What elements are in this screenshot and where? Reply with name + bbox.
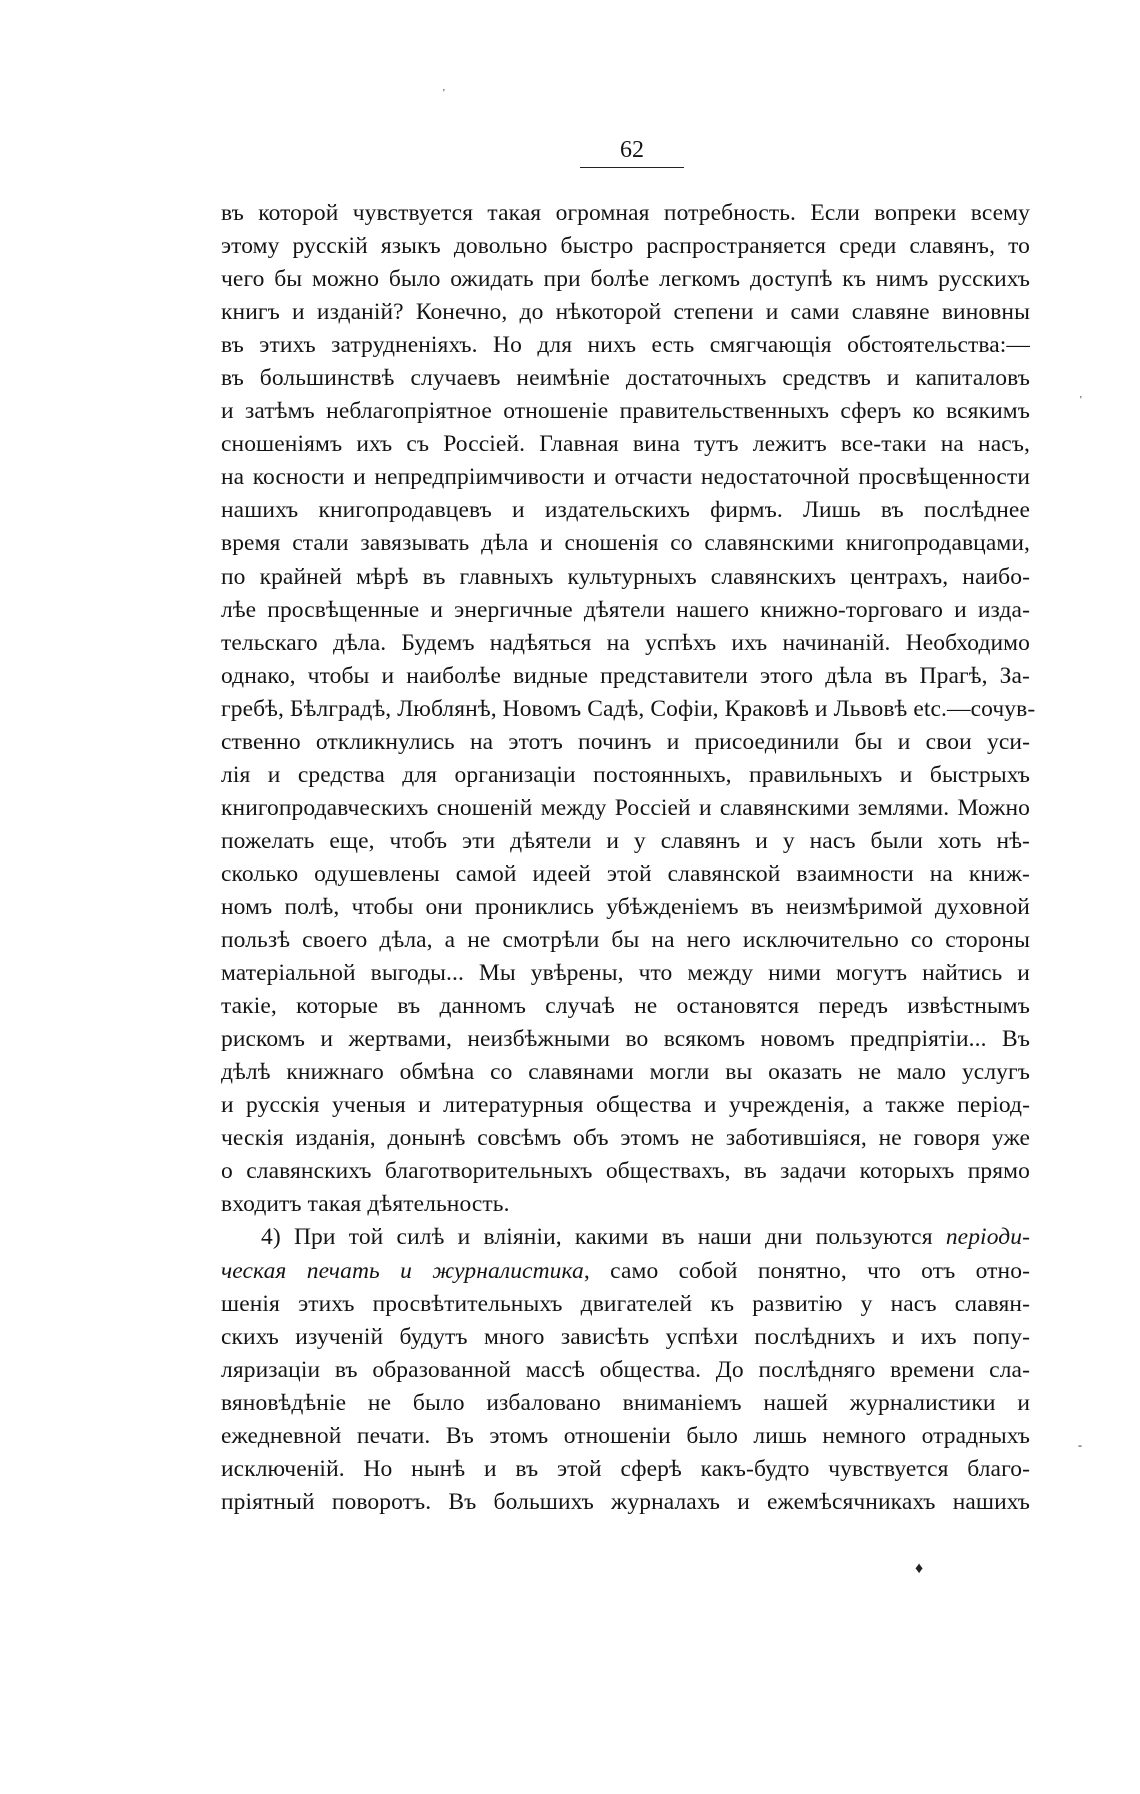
text-run: ственно откликнулись на этотъ починъ и присоединили бы и свои уси- <box>221 728 1030 755</box>
text-run: лія и средства для организаціи постоянныхъ, правильныхъ и быстрыхъ <box>221 761 1030 788</box>
text-run: рискомъ и жертвами, неизбѣжными во всякомъ новомъ предпріятіи... Въ <box>221 1026 1030 1053</box>
body-text <box>221 197 1036 1519</box>
text-run: пожелать еще, чтобъ эти дѣятели и у славянъ и у насъ были хоть нѣ- <box>221 827 1030 854</box>
text-line <box>221 461 1030 494</box>
text-line <box>221 1420 1030 1453</box>
text-line <box>221 627 1030 660</box>
text-run: гребѣ, Бѣлградѣ, Люблянѣ, Новомъ Садѣ, Софіи, Краковѣ и Львовѣ etc.—сочув- <box>221 695 1036 722</box>
text-line <box>221 1188 1030 1221</box>
text-line <box>221 660 1030 693</box>
page-number-rule <box>580 167 684 168</box>
text-line <box>221 428 1030 461</box>
text-run: книгопродавческихъ сношеній между Россіей и славянскими землями. Можно <box>221 794 1030 821</box>
italic-run: ческая печать и журналистика <box>221 1257 584 1284</box>
text-line <box>221 362 1030 395</box>
text-line <box>221 792 1030 825</box>
text-line <box>221 957 1030 990</box>
text-run: ческія изданія, донынѣ совсѣмъ объ этомъ не заботившіяся, не говоря уже <box>221 1125 1030 1152</box>
text-run: входитъ такая дѣятельность. <box>221 1191 510 1218</box>
text-line <box>221 1486 1030 1519</box>
text-line <box>221 1089 1030 1122</box>
text-line <box>221 1122 1030 1155</box>
text-line <box>221 494 1030 527</box>
text-line <box>221 858 1030 891</box>
text-line <box>221 990 1030 1023</box>
text-run: сколько одушевлены самой идеей этой славянской взаимности на книж- <box>221 860 1030 887</box>
text-line <box>221 1221 1030 1254</box>
text-line <box>221 263 1030 296</box>
text-run: на косности и непредпріимчивости и отчасти недостаточной просвѣщенности <box>221 464 1030 491</box>
text-line <box>221 1354 1030 1387</box>
text-run: такіе, которые въ данномъ случаѣ не остановятся передъ извѣстнымъ <box>221 993 1030 1020</box>
text-run: этому русскій языкъ довольно быстро распространяется среди славянъ, то <box>221 233 1030 260</box>
text-run: дѣлѣ книжнаго обмѣна со славянами могли вы оказать не мало услугъ <box>221 1059 1030 1086</box>
text-line <box>221 726 1030 759</box>
text-run: шенія этихъ просвѣтительныхъ двигателей къ развитію у насъ славян- <box>221 1290 1030 1317</box>
text-run: и затѣмъ неблагопріятное отношеніе правительственныхъ сферъ ко всякимъ <box>221 398 1030 425</box>
text-run: скихъ изученій будутъ много зависѣть успѣхи послѣднихъ и ихъ попу- <box>221 1323 1030 1350</box>
text-run: о славянскихъ благотворительныхъ обществахъ, въ задачи которыхъ прямо <box>221 1158 1030 1185</box>
print-speck: ' <box>1080 395 1082 406</box>
text-run: ежедневной печати. Въ этомъ отношеніи было лишь немного отрадныхъ <box>221 1422 1030 1449</box>
text-line <box>221 395 1030 428</box>
text-line <box>221 1387 1030 1420</box>
print-speck: ' <box>443 88 445 99</box>
text-run: лѣе просвѣщенные и энергичные дѣятели нашего книжно-торговаго и изда- <box>221 596 1030 623</box>
text-line <box>221 1453 1030 1486</box>
text-line <box>221 594 1030 627</box>
text-line <box>221 1321 1030 1354</box>
paragraph <box>221 197 1036 1221</box>
text-run: нашихъ книгопродавцевъ и издательскихъ фирмъ. Лишь въ послѣднее <box>221 497 1030 524</box>
text-line <box>221 1155 1030 1188</box>
text-line <box>221 1056 1030 1089</box>
text-run: чего бы можно было ожидать при болѣе легкомъ доступѣ къ нимъ русскихъ <box>221 266 1030 293</box>
text-line <box>221 527 1030 560</box>
text-line <box>221 1255 1030 1288</box>
text-run: , само собой понятно, что отъ отно- <box>583 1257 1030 1284</box>
text-line <box>221 759 1030 792</box>
text-run: однако, чтобы и наиболѣе видные представители этого дѣла въ Прагѣ, За- <box>221 662 1030 689</box>
text-run: и русскія ученыя и литературныя общества и учрежденія, а также період- <box>221 1092 1030 1119</box>
text-run: въ большинствѣ случаевъ неимѣніе достаточныхъ средствъ и капиталовъ <box>221 365 1030 392</box>
text-run: сношеніямъ ихъ съ Россіей. Главная вина тутъ лежитъ все-таки на насъ, <box>221 431 1030 458</box>
text-run: въ которой чувствуется такая огромная потребность. Если вопреки всему <box>221 200 1030 226</box>
text-line <box>221 230 1030 263</box>
text-run: тельскаго дѣла. Будемъ надѣяться на успѣхъ ихъ начинаній. Необходимо <box>221 629 1030 656</box>
text-line <box>221 1288 1030 1321</box>
text-line <box>221 296 1030 329</box>
paragraph <box>221 1221 1030 1518</box>
text-run: исключеній. Но нынѣ и въ этой сферѣ какъ-будто чувствуется благо- <box>221 1455 1030 1482</box>
text-line <box>221 1023 1030 1056</box>
text-run: матеріальной выгоды... Мы увѣрены, что между ними могутъ найтись и <box>221 960 1030 987</box>
text-run: въ этихъ затрудненіяхъ. Но для нихъ есть смягчающія обстоятельства:— <box>221 332 1030 359</box>
text-run: по крайней мѣрѣ въ главныхъ культурныхъ славянскихъ центрахъ, наибо- <box>221 563 1030 590</box>
italic-run: періоди- <box>945 1224 1030 1251</box>
text-run: книгъ и изданій? Конечно, до нѣкоторой степени и сами славяне виновны <box>221 299 1030 326</box>
text-line <box>221 825 1030 858</box>
text-line <box>221 329 1030 362</box>
page-number: 62 <box>620 137 644 163</box>
text-line <box>221 891 1030 924</box>
text-line <box>221 561 1030 594</box>
text-line <box>221 924 1030 957</box>
text-run: 4) При той силѣ и вліяніи, какими въ наши дни пользуются <box>261 1224 946 1251</box>
text-line <box>221 197 1030 230</box>
text-line <box>221 693 1036 726</box>
text-run: номъ полѣ, чтобы они прониклись убѣжденіемъ въ неизмѣримой духовной <box>221 893 1030 920</box>
text-run: время стали завязывать дѣла и сношенія со славянскими книгопродавцами, <box>221 530 1030 557</box>
print-speck: ♦ <box>915 1560 924 1577</box>
text-run: ляризаціи въ образованной массѣ общества. До послѣдняго времени сла- <box>221 1356 1030 1383</box>
text-run: вяновѣдѣніе не было избаловано вниманіемъ нашей журналистики и <box>221 1389 1030 1416</box>
text-run: пріятный поворотъ. Въ большихъ журналахъ и ежемѣсячникахъ нашихъ <box>221 1488 1030 1515</box>
print-speck: - <box>1078 1438 1082 1452</box>
text-run: пользѣ своего дѣла, а не смотрѣли бы на него исключительно со стороны <box>221 927 1030 954</box>
